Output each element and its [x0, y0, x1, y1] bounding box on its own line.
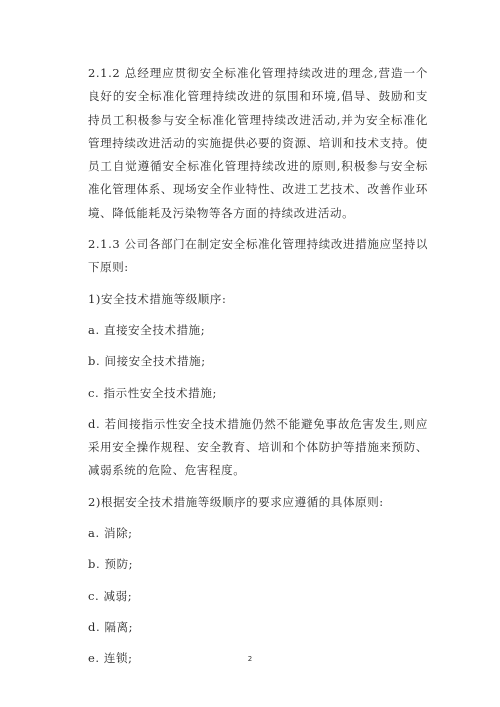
paragraph-2-1-2: 2.1.2 总经理应贯彻安全标准化管理持续改进的理念,营造一个良好的安全标准化管理持续改进的氛围和环境,倡导、鼓励和支持员工积极参与安全标准化管理持续改进活动,并为安全标准化管理持续改进活动的实施提供必要的资源、培训和技术支持。使员工自觉遵循安全标准化管理持续改进的原则,积极参与安全标准化管理体系、现场安全作业特性、改进工艺技术、改善作业环境、降低能耗及污染物等各方面的持续改进活动。	[88, 66, 428, 220]
list2-item-c: c. 减弱;	[88, 588, 133, 603]
list1-item-a: a. 直接安全技术措施;	[88, 322, 206, 337]
list1-item-b: b. 间接安全技术措施;	[88, 354, 206, 369]
list2-heading: 2)根据安全技术措施等级顺序的要求应遵循的具体原则:	[88, 494, 384, 509]
list1-item-d: d. 若间接指示性安全技术措施仍然不能避免事故危害发生,则应采用安全操作规程、安全教育、培训和个体防护等措施来预防、减弱系统的危险、危害程度。	[88, 416, 428, 478]
list1-heading: 1)安全技术措施等级顺序:	[88, 291, 227, 306]
list2-item-d: d. 隔离;	[88, 619, 134, 634]
paragraph-2-1-3: 2.1.3 公司各部门在制定安全标准化管理持续改进措施应坚持以下原则:	[88, 237, 428, 275]
list2-item-a: a. 消除;	[88, 526, 133, 541]
list2-item-e: e. 连锁;	[88, 651, 133, 666]
document-body	[88, 62, 428, 679]
page-number: 2	[247, 655, 253, 663]
list1-item-c: c. 指示性安全技术措施;	[88, 385, 217, 400]
list2-item-b: b. 预防;	[88, 557, 134, 572]
